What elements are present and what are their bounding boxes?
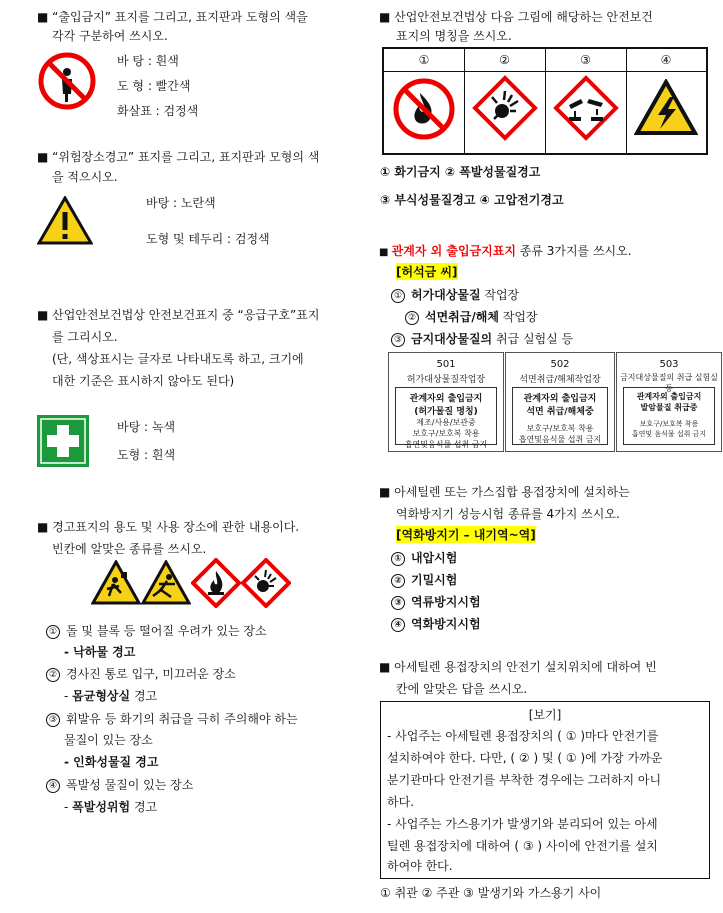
first-aid-sign [37,415,89,467]
example-box [380,701,710,879]
q6-hint: [허석금 씨] [396,265,458,279]
q4-item3-num: ③ [46,713,60,727]
q7-item3: ③ 역류방지시험 [391,593,481,610]
box-line-7: 하여야 한다. [387,859,453,873]
panel-502-t2: 석면 취급/해체중 [526,407,594,417]
q8-line2: 칸에 알맞은 답을 쓰시오. [396,682,528,696]
q1-color-arrow: 화살표 : 검정색 [117,104,199,118]
q3-line2: 를 그리시오. [52,330,118,344]
q4-item2-answer-normal: 경고 [130,689,158,703]
q4-item1 [46,622,267,639]
q1-line1: ■ “출입금지” 표지를 그리고, 표지판과 도형의 색을 [37,10,308,24]
q4-item4-num: ④ [46,779,60,793]
box-line-5: - 사업주는 가스용기가 발생기와 분리되어 있는 아세 [387,817,658,831]
q4-item3-text: 휘발유 등 화기의 취급을 극히 주의해야 하는 [66,712,298,726]
q4-item4-answer-normal: 경고 [130,800,158,814]
q8-answer: ① 취관 ② 주관 ③ 발생기와 가스용기 사이 [380,886,602,900]
panel-503-t1: 관계자외 출입금지 [636,392,702,401]
explosive-substance-icon [472,75,538,141]
q4-item3-answer: - 인화성물질 경고 [64,755,159,769]
no-entry-sign [38,52,96,110]
restricted-panel-501 [388,352,504,452]
panel-501-t2: (허가물질 명칭) [414,407,478,417]
q4-item4-answer: - 폭발성위험 경고 [64,800,158,814]
loss-of-balance-warning-icon [141,560,191,606]
q6-a3-normal: 취급 실험실 등 [492,332,574,346]
q4-item1-answer-text: 낙하물 경고 [73,645,136,659]
q4-item2-text: 경사진 통로 입구, 미끄러운 장소 [66,667,236,681]
no-fire-icon [392,77,456,141]
q5-answer-2: ③ 부식성물질경고 ④ 고압전기경고 [380,193,564,207]
panel-501-sub: 허가대상물질작업장 [406,375,486,385]
q3-line1: ■ 산업안전보건법상 안전보건표지 중 “응급구호”표지 [37,308,320,322]
q8-line1: ■ 아세틸렌 용접장치의 안전기 설치위치에 대하여 빈 [379,660,657,674]
q4-item3-text2: 물질이 있는 장소 [64,733,153,747]
q6-title-rest: 종류 3가지를 쓰시오. [515,244,632,258]
q2-color-bg: 바탕 : 노란색 [146,196,216,210]
example-box-title: [보기] [528,708,562,722]
panel-501-t3: 제조/사용/보관중 [416,418,476,427]
q7-item1: ① 내압시험 [391,549,457,566]
sign-table-header-4: ④ [626,49,706,72]
q1-color-bg: 바 탕 : 흰색 [117,54,179,68]
q6-title-red: 관계자 외 출입금지표지 [391,244,516,258]
panel-501-t4: 보호구/보호복 착용 [412,429,480,438]
panel-502-t1: 관계자외 출입금지 [523,394,597,404]
q6-title: ■ 관계자 외 출입금지표지 종류 3가지를 쓰시오. [379,244,632,258]
q2-line1: ■ “위험장소경고” 표지를 그리고, 표지판과 모형의 색 [37,150,320,164]
restricted-panel-502 [505,352,615,452]
q2-color-shape: 도형 및 테두리 : 검정색 [146,232,270,246]
q7-item4: ④ 역화방지시험 [391,615,481,632]
box-line-2: 설치하여야 한다. 다만, ( ② ) 및 ( ① )에 가장 가까운 [387,751,663,765]
q4-item3 [46,710,298,727]
q4-item1-text: 돌 및 블록 등 떨어질 우려가 있는 장소 [66,624,267,638]
q2-line2: 을 적으시오. [52,170,118,184]
panel-503-t5: 흡연및 음식물 섭취 금지 [631,430,707,438]
q3-color-shape: 도형 : 흰색 [117,448,176,462]
q4-item1-answer: - 낙하물 경고 [64,645,136,659]
panel-503-t4: 보호구/보호복 착용 [639,420,699,428]
q3-line4: 대한 기준은 표시하지 않아도 된다) [52,374,235,388]
panel-502-sub: 석면취급/해체작업장 [519,375,601,385]
q7-item2: ② 기밀시험 [391,571,457,588]
panel-502-t5: 흡연및음식물 섭취 금지 [518,435,602,444]
panel-502-t4: 보호구/보호복 착용 [526,424,594,433]
q4-item4-text: 폭발성 물질이 있는 장소 [66,778,194,792]
q6-answer-2: ② 석면취급/해체 작업장 [405,308,538,325]
q5-line1: ■ 산업안전보건법상 다음 그림에 해당하는 안전보건 [379,10,653,24]
q4-line2: 빈칸에 알맞은 종류를 쓰시오. [52,542,207,556]
flammable-warning-icon [191,558,241,608]
q4-item4-answer-bold: 폭발성위험 [72,800,131,814]
box-line-6: 틸렌 용접장치에 대하여 ( ③ ) 사이에 안전기를 설치 [387,839,658,853]
q3-color-bg: 바탕 : 녹색 [117,420,176,434]
q6-a1-bold: 허가대상물질 [411,288,481,302]
q6-a3-bold: 금지대상물질의 [411,332,493,346]
q4-item2-num: ② [46,668,60,682]
q6-a1-normal: 작업장 [480,288,520,302]
q4-item4 [46,776,193,793]
q4-line1: ■ 경고표지의 용도 및 사용 장소에 관한 내용이다. [37,520,300,534]
q4-item2-answer: - 몸균형상실 경고 [64,689,158,703]
q1-line2: 각각 구분하여 쓰시오. [52,29,168,43]
panel-503-num: 503 [659,359,679,370]
q6-answer-3: ③ 금지대상물질의 취급 실험실 등 [391,330,573,347]
box-line-4: 하다. [387,795,414,809]
sign-table-header-2: ② [464,49,545,72]
panel-503-sub: 금지대상물질의 취급 실험실 등 [620,373,718,393]
falling-object-warning-icon [91,560,141,606]
panel-501-t1: 관계자외 출입금지 [409,394,483,404]
box-line-3: 분기관마다 안전기를 부착한 경우에는 그러하지 아니 [387,773,662,787]
panel-501-num: 501 [436,359,456,370]
q6-answer-1: ① 허가대상물질 작업장 [391,286,519,303]
q4-item2 [46,665,236,682]
panel-503-t2: 발암물질 취급중 [640,403,698,412]
panel-502-num: 502 [550,359,570,370]
sign-table [382,47,708,155]
q1-color-shape: 도 형 : 빨간색 [117,79,191,93]
q7-line2: 역화방지기 성능시험 종류를 4가지 쓰시오. [396,507,620,521]
q6-a2-bold: 석면취급/해체 [425,310,499,324]
explosive-warning-icon [241,558,291,608]
box-line-1: - 사업주는 아세틸렌 용접장치의 ( ① )마다 안전기를 [387,729,659,743]
q3-line3: (단, 색상표시는 글자로 나타내도록 하고, 크기에 [52,352,304,366]
q4-item1-num: ① [46,625,60,639]
panel-501-t5: 흡연및음식물 섭취 금지 [404,440,488,449]
q7-hint: [역화방지기 – 내기역~역] [396,528,536,542]
sign-table-header-1: ① [384,49,464,72]
q4-item3-answer-text: 인화성물질 경고 [73,755,159,769]
q6-a2-normal: 작업장 [498,310,538,324]
q4-item2-answer-bold: 몸균형상실 [72,689,131,703]
restricted-panel-503 [616,352,722,452]
warning-triangle-sign [37,196,93,246]
corrosive-substance-icon [553,75,619,141]
sign-table-header-3: ③ [545,49,626,72]
high-voltage-icon [634,79,698,137]
q5-line2: 표지의 명칭을 쓰시오. [396,29,512,43]
q5-answer-1: ① 화기금지 ② 폭발성물질경고 [380,165,541,179]
q7-line1: ■ 아세틸렌 또는 가스집합 용접장치에 설치하는 [379,485,630,499]
